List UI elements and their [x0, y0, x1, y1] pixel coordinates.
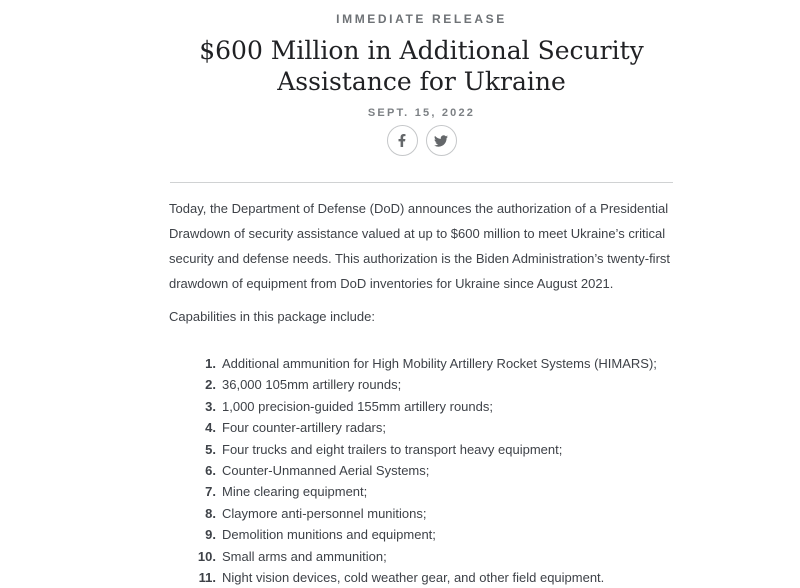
capability-item: [169, 546, 674, 567]
list-item-number: 9.: [205, 527, 216, 543]
list-item-text: 36,000 105mm artillery rounds;: [222, 377, 402, 393]
page-title: [169, 35, 674, 97]
capability-item: [169, 396, 674, 417]
twitter-icon: [434, 134, 448, 148]
list-item-number: 8.: [205, 505, 216, 521]
list-item-text: Four counter-artillery radars;: [222, 420, 386, 436]
release-date: SEPT. 15, 2022: [367, 107, 476, 119]
list-item-text: Counter-Unmanned Aerial Systems;: [222, 463, 430, 479]
list-item-number: 2.: [205, 377, 216, 393]
share-buttons-row: [169, 125, 674, 156]
announcement-paragraph: Today, the Department of Defense (DoD) announces the authorization of a Presidential Drawdown of security assistance valued at up to $600 million to meet Ukraine’s critical security and defense needs. This authorization is the Biden Administration’s twenty-first drawdown of equipment from DoD inventories for Ukraine since August 2021.: [169, 201, 671, 291]
list-item-number: 1.: [205, 356, 216, 371]
list-item-number: 3.: [205, 398, 216, 414]
page-title-line2: Assistance for Ukraine: [277, 67, 566, 96]
list-item-text: 1,000 precision-guided 155mm artillery rounds;: [222, 398, 493, 414]
capability-item: [169, 460, 674, 481]
capability-item: [169, 567, 674, 588]
list-item-text: Small arms and ammunition;: [222, 548, 387, 564]
list-item-number: 4.: [205, 420, 216, 436]
release-type-label: IMMEDIATE RELEASE: [336, 12, 507, 26]
twitter-share-button[interactable]: [426, 125, 457, 156]
capability-item: [169, 481, 674, 502]
list-item-number: 7.: [205, 484, 216, 500]
page-title-line1: $600 Million in Additional Security: [199, 36, 644, 65]
list-item-text: Four trucks and eight trailers to transport heavy equipment;: [222, 441, 563, 457]
list-item-text: Additional ammunition for High Mobility Artillery Rocket Systems (HIMARS);: [222, 356, 657, 371]
capability-item: [169, 374, 674, 395]
list-item-number: 5.: [205, 441, 216, 457]
capabilities-intro: Capabilities in this package include:: [169, 309, 375, 324]
capabilities-list: [169, 353, 674, 588]
list-item-text: Mine clearing equipment;: [222, 484, 368, 500]
facebook-share-button[interactable]: [387, 125, 418, 156]
capability-item: [169, 353, 674, 374]
list-item-number: 10.: [197, 548, 216, 564]
facebook-icon: [396, 134, 408, 147]
capability-item: [169, 439, 674, 460]
list-item-text: Demolition munitions and equipment;: [222, 527, 436, 543]
list-item-number: 6.: [205, 463, 216, 479]
capability-item: [169, 417, 674, 438]
list-item-text: Claymore anti-personnel munitions;: [222, 505, 427, 521]
capability-item: [169, 524, 674, 545]
list-item-number: 11.: [198, 570, 216, 586]
capability-item: [169, 503, 674, 524]
section-divider: [170, 182, 673, 183]
list-item-text: Night vision devices, cold weather gear, and other field equipment.: [222, 570, 605, 586]
press-release-article: [169, 0, 674, 588]
